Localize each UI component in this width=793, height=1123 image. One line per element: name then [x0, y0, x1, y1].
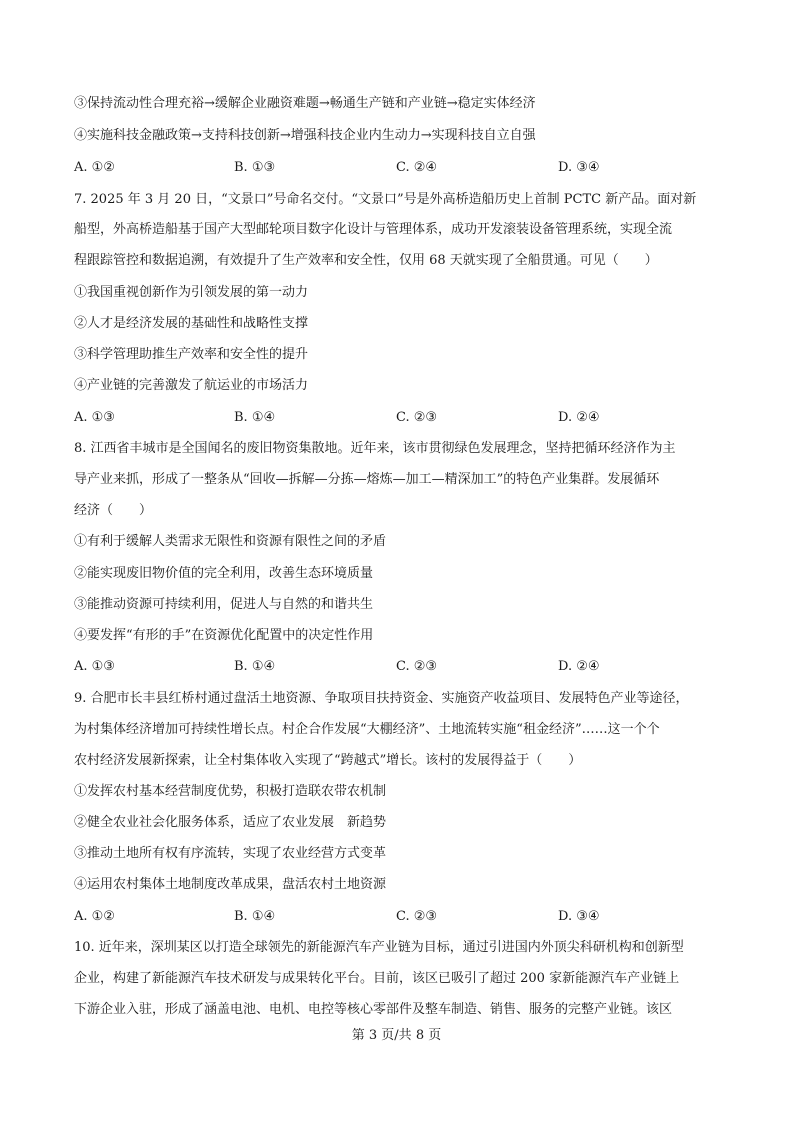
q7-stem-line-2: 船型，外高桥造船基于国产大型邮轮项目数字化设计与管理体系，成功开发滚装设备管理系统，实现全流: [74, 222, 673, 237]
q7-statement-4: ④产业链的完善激发了航运业的市场活力: [74, 378, 309, 393]
q6-statement-4: ④实施科技金融政策→支持科技创新→增强科技企业内生动力→实现科技自立自强: [74, 128, 536, 143]
q7-stem-line-1: 7. 2025 年 3 月 20 日，“文景口”号命名交付。“文景口”号是外高桥造船历史上首制 PCTC 新产品。面对新: [74, 192, 697, 207]
q10-stem-line-3: 下游企业入驻，形成了涵盖电池、电机、电控等核心零部件及整车制造、销售、服务的完整产业链。该区: [74, 1002, 673, 1017]
q9-statement-4: ④运用农村集体土地制度改革成果，盘活农村土地资源: [74, 877, 387, 892]
q9-options: [74, 908, 724, 926]
q7-stem-line-3: 程跟踪管控和数据追溯，有效提升了生产效率和安全性，仅用 68 天就实现了全船贯通。可见（ ）: [74, 253, 658, 268]
q8-statement-1: ①有利于缓解人类需求无限性和资源有限性之间的矛盾: [74, 534, 387, 549]
q7-statement-1: ①我国重视创新作为引领发展的第一动力: [74, 285, 309, 300]
q6-option-b: B. ①③: [234, 160, 276, 175]
q9-stem-line-3: 农村经济发展新探索，让全村集体收入实现了“跨越式”增长。该村的发展得益于（ ）: [74, 753, 582, 768]
q7-statement-3: ③科学管理助推生产效率和安全性的提升: [74, 347, 309, 362]
q6-option-c: C. ②④: [396, 160, 438, 175]
q9-option-b: B. ①④: [234, 909, 276, 924]
q9-stem-line-2: 为村集体经济增加可持续性增长点。村企合作发展“大棚经济”、土地流转实施“租金经济”……这一个个: [74, 722, 660, 737]
q8-statement-3: ③能推动资源可持续利用，促进人与自然的和谐共生: [74, 597, 374, 612]
q7-option-c: C. ②③: [396, 410, 438, 425]
q9-option-c: C. ②③: [396, 909, 438, 924]
page-number-footer: 第 3 页/共 8 页: [351, 1028, 442, 1043]
q7-options: [74, 409, 724, 427]
q7-option-d: D. ②④: [558, 410, 600, 425]
q8-stem-line-3: 经济（ ）: [74, 503, 153, 518]
q9-stem-line-1: 9. 合肥市长丰县红桥村通过盘活土地资源、争取项目扶持资金、实施资产收益项目、发展特色产业等途径，: [74, 691, 689, 706]
q9-statement-1: ①发挥农村基本经营制度优势，积极打造联农带农机制: [74, 784, 387, 799]
q7-option-a: A. ①③: [74, 410, 115, 425]
q8-stem-line-1: 8. 江西省丰城市是全国闻名的废旧物资集散地。近年来，该市贯彻绿色发展理念，坚持把循环经济作为主: [74, 441, 676, 456]
q10-stem-line-1: 10. 近年来，深圳某区以打造全球领先的新能源汽车产业链为目标，通过引进国内外顶尖科研机构和创新型: [74, 940, 684, 955]
q6-statement-3: ③保持流动性合理充裕→缓解企业融资难题→畅通生产链和产业链→稳定实体经济: [74, 96, 536, 111]
q8-option-c: C. ②③: [396, 659, 438, 674]
q9-statement-2: ②健全农业社会化服务体系，适应了农业发展 新趋势: [74, 815, 387, 830]
q7-statement-2: ②人才是经济发展的基础性和战略性支撑: [74, 316, 309, 331]
q9-statement-3: ③推动土地所有权有序流转，实现了农业经营方式变革: [74, 846, 387, 861]
q6-options: [74, 159, 724, 177]
q8-option-b: B. ①④: [234, 659, 276, 674]
q8-stem-line-2: 导产业来抓，形成了一整条从“回收—拆解—分拣—熔炼—加工—精深加工”的特色产业集群。发展循环: [74, 472, 660, 487]
q8-statement-4: ④要发挥“有形的手”在资源优化配置中的决定性作用: [74, 628, 374, 643]
q8-option-a: A. ①③: [74, 659, 115, 674]
q8-options: [74, 658, 724, 676]
q7-option-b: B. ①④: [234, 410, 276, 425]
q9-option-a: A. ①②: [74, 909, 115, 924]
q9-option-d: D. ③④: [558, 909, 600, 924]
q8-option-d: D. ②④: [558, 659, 600, 674]
q6-option-d: D. ③④: [558, 160, 600, 175]
q10-stem-line-2: 企业，构建了新能源汽车技术研发与成果转化平台。目前，该区已吸引了超过 200 家新能源汽车产业链上: [74, 971, 680, 986]
q6-option-a: A. ①②: [74, 160, 115, 175]
q8-statement-2: ②能实现废旧物价值的完全利用，改善生态环境质量: [74, 566, 374, 581]
